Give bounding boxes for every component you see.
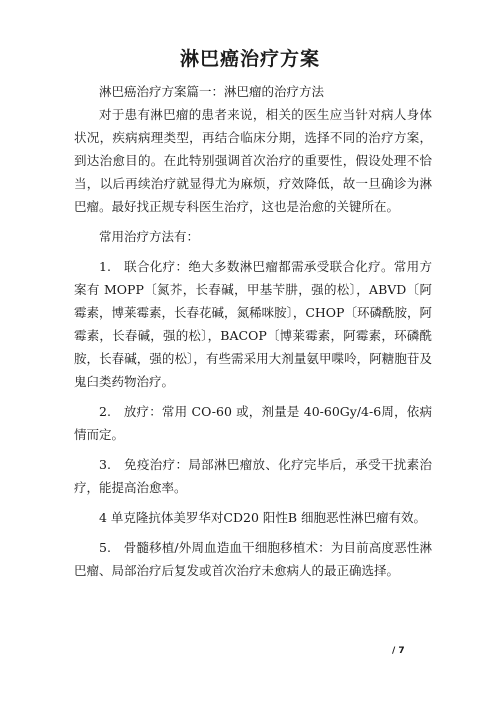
document-body [74, 80, 432, 582]
paragraph-intro: 对于患有淋巴瘤的患者来说，相关的医生应当针对病人身体状况，疾病病理类型，再结合临床分期，选择不同的治疗方案，到达治愈目的。在此特别强调首次治疗的重要性，假设处理不恰当，以后再续治疗就显得尤为麻烦，疗效降低，故一旦确诊为淋巴瘤。最好找正规专科医生治疗，这也是治愈的关键所在。 [74, 107, 432, 214]
document-title: 淋巴癌治疗方案 [179, 48, 320, 70]
paragraph-item-immunotherapy: 3. 免疫治疗：局部淋巴瘤放、化疗完毕后，承受干扰素治疗，能提高治愈率。 [74, 457, 432, 495]
page-number: / 7 [392, 646, 405, 656]
paragraph-item-radiotherapy: 2. 放疗：常用 CO-60 或，剂量是 40-60Gy/4-6周，依病情而定。 [74, 404, 432, 442]
paragraph-item-chemotherapy: 1. 联合化疗：绝大多数淋巴瘤都需承受联合化疗。常用方案有 MOPP〔氮芥，长春碱，甲基苄肼，强的松〕，ABVD〔阿霉素，博莱霉素，长春花碱，氮稀咪胺〕，CHOP〔环磷酰胺，阿霉素，长春碱，强的松〕，BACOP〔博莱霉素，阿霉素，环磷酰胺，长春碱，强的松〕，有些需采用大剂量氨甲喋呤，阿糖胞苷及鬼臼类药物治疗。 [74, 259, 432, 389]
section-heading: 淋巴癌治疗方案篇一：淋巴瘤的治疗方法 [99, 84, 325, 99]
paragraph-item-antibody: 4 单克隆抗体美罗华对CD20 阳性B 细胞恶性淋巴瘤有效。 [99, 510, 427, 525]
paragraph-methods-heading: 常用治疗方法有： [99, 229, 200, 244]
paragraph-item-transplant: 5. 骨髓移植/外周血造血干细胞移植术：为目前高度恶性淋巴瘤、局部治疗后复发或首次治疗未愈病人的最正确选择。 [74, 540, 432, 578]
